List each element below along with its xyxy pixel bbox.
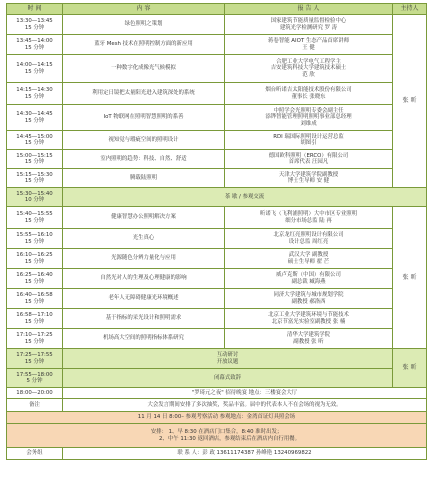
speaker-cell: 同济大学建筑与城市规划学院 副教授 郝洛西 [225,289,393,309]
closing-row [7,369,427,388]
time-cell: 17:25—17:55 15 分钟 [7,349,63,369]
interactive-label: 互动研讨 开放议题 [63,349,393,369]
table-row [7,269,427,289]
time-cell: 17:10—17:25 15 分钟 [7,329,63,349]
table-row [7,83,427,105]
speaker-cell: 武汉大学 副教授 硕士生导师 翟 芒 [225,249,393,269]
time-cell: 15:30—15:40 10 分钟 [7,188,63,207]
arrange-line-1: 1、早 8:30 在酒店门口集合，8:40 准时出发； [168,429,283,436]
time-cell: 17:55—18:00 5 分钟 [7,369,63,388]
speaker-cell: 合肥工业大学电气工程学主 吉安建筑科技大学建筑技术硕士 范 欣 [225,55,393,83]
topic-cell: 蓝牙 Mesh 技术在照明控制方面的新应用 [63,35,225,55]
visit-text: 11 月 14 日 8:00– 参观考察活动 参观地点：金湾首证灯具照会场 [7,412,427,424]
break-row [7,188,427,207]
speaker-cell: 清华大学建筑学院 副教授 张 昕 [225,329,393,349]
time-cell: 14:45—15:00 15 分钟 [7,131,63,150]
topic-cell: 健康智慧办公照明解决方案 [63,207,225,229]
topic-cell: 基于指标的采光设计和照明需求 [63,309,225,329]
time-cell: 14:15—14:30 15 分钟 [7,83,63,105]
topic-cell: 绿色照明之策划 [63,15,225,35]
table-row [7,55,427,83]
topic-cell: 腾载陆照明 [63,169,225,188]
speaker-cell: 烟台昕诺吉太阳能技术股份有限公司 董事长 张晓东 [225,83,393,105]
header-row [7,4,427,15]
speaker-cell: 中照学会光照明专委会副主任 添铧智能管理照明照明事业部总经理 刘维成 [225,105,393,131]
topic-cell: 视知觉与瑕疵空间的照明设计 [63,131,225,150]
header-content: 内 容 [63,4,225,15]
time-cell: 15:55—16:10 15 分钟 [7,229,63,249]
time-cell: 16:10—16:25 15 分钟 [7,249,63,269]
topic-cell: 室内照明的趋势：科技、自然、舒适 [63,150,225,169]
notes-row [7,399,427,412]
speaker-cell: RDI 瑞国际照明设计运营总监 胡图引 [225,131,393,150]
time-cell: 15:15—15:30 15 分钟 [7,169,63,188]
table-row [7,169,427,188]
topic-cell: 自然光对人的生理及心理健康的影响 [63,269,225,289]
notes-label: 备注 [7,399,63,412]
time-cell: 16:40—16:58 15 分钟 [7,289,63,309]
time-cell: 13:30—13:45 15 分钟 [7,15,63,35]
table-row [7,329,427,349]
speaker-cell: 威卢克斯（中国）有限公司 副总裁 臧海燕 [225,269,393,289]
header-time: 时 间 [7,4,63,15]
table-row [7,229,427,249]
dinner-row [7,388,427,399]
table-row [7,105,427,131]
speaker-cell: 蒋卷智能 AIOT 生态产品首席讲师 王 健 [225,35,393,55]
header-speaker: 报 告 人 [225,4,393,15]
dinner-label: "罗琦元之夜" 招待晚宴 地点：三楼宴会大厅 [63,388,427,399]
topic-cell: 光源随色分辨力量化与应用 [63,249,225,269]
speaker-cell: 北京龙红亮照明设计有限公司 设计总监 周红亮 [225,229,393,249]
header-host: 主持人 [393,4,427,15]
time-cell: 16:58—17:10 15 分钟 [7,309,63,329]
table-row [7,309,427,329]
time-cell: 13:45—14:00 15 分钟 [7,35,63,55]
time-cell: 14:00—14:15 15 分钟 [7,55,63,83]
table-row [7,207,427,229]
speaker-cell: 国家建筑节能质量监督检验中心 建筑光学检测研究 罗 涛 [225,15,393,35]
table-row [7,150,427,169]
speaker-cell: 昕诺飞（飞利浦照明）大中市区专业照明 细分市场总监 陆 再 [225,207,393,229]
contact-text: 联 系 人：彭 政 13611174387 孙峰艳 13240969822 [63,448,427,460]
table-row [7,131,427,150]
closing-label: 闭幕式致辞 [63,369,393,388]
break-label: 茶 歇 / 参观交流 [63,188,427,207]
interactive-row [7,349,427,369]
topic-cell: 机场高大空间的照明指标体系研究 [63,329,225,349]
speaker-cell: 天津大学建筑学院副教授 博士生导师 安 健 [225,169,393,188]
contact-label: 会务组 [7,448,63,460]
arrange-line-2: 2、中午 11:30 返回酒店，参观结束后在酒店内自行用餐。 [159,435,300,442]
topic-cell: 老年人无障碍健康光环境概述 [63,289,225,309]
table-row [7,35,427,55]
arrange-row [7,424,427,448]
host-cell: 张 昕 [393,349,427,388]
notes-text: 大会发言期间安排了多次抽奖，奖品丰富。届中的代表本人不在会场的视为无效。 [63,399,427,412]
speaker-cell: 北京工业大学建筑环境与节能技术 北京节富光实验室副教授 张 楠 [225,309,393,329]
topic-cell: 利用定日镜把太量阳光进入建筑深处的系统 [63,83,225,105]
table-row [7,249,427,269]
host-cell: 张 昕 [393,207,427,349]
visit-row [7,412,427,424]
time-cell: 18:00—20:00 [7,388,63,399]
speaker-cell: 德国欧科照明（ERCO）有限公司 首席代表 汪园凡 [225,150,393,169]
topic-cell: 光生真心 [63,229,225,249]
topic-cell: 一种数字化成像光气候模拟 [63,55,225,83]
topic-cell: IoT 物联网在照明智慧照明的系善 [63,105,225,131]
host-cell: 张 昕 [393,15,427,188]
time-cell: 14:30—14:45 15 分钟 [7,105,63,131]
time-cell: 15:40—15:55 15 分钟 [7,207,63,229]
arrange-label: 安排： [150,429,167,436]
time-cell: 16:25—16:40 15 分钟 [7,269,63,289]
schedule-table [6,3,427,460]
arrange-cell [7,424,427,448]
table-row [7,15,427,35]
time-cell: 15:00—15:15 15 分钟 [7,150,63,169]
contact-row [7,448,427,460]
table-row [7,289,427,309]
